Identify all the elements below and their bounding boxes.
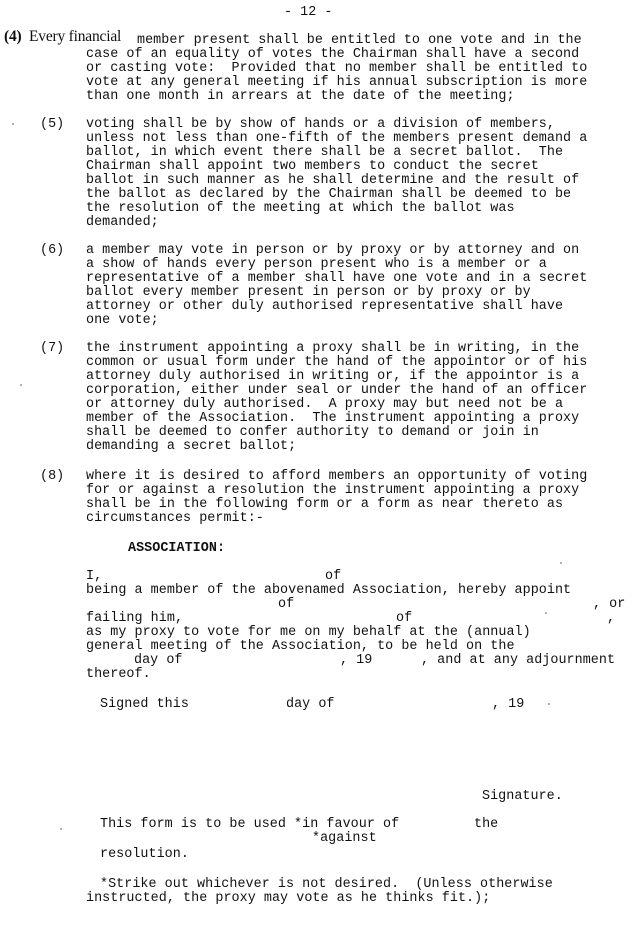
- form-thereof: thereof.: [86, 667, 151, 682]
- form-year-1: , 19: [340, 653, 373, 668]
- form-resolution: resolution.: [100, 847, 189, 862]
- clause-4-line: or casting vote: Provided that no member shall be entitled to: [86, 61, 588, 76]
- scan-speck: [545, 612, 547, 614]
- form-heading: ASSOCIATION:: [128, 541, 226, 556]
- form-or: , or: [593, 597, 626, 612]
- clause-4-line: than one month in arrears at the date of the meeting;: [86, 89, 515, 104]
- clause-8-line: circumstances permit:-: [86, 511, 264, 526]
- clause-5-line: ballot in such manner as he shall determine and the result of: [86, 173, 580, 188]
- clause-6-number: (6): [40, 243, 65, 258]
- form-the: the: [474, 817, 499, 832]
- clause-8-line: shall be in the following form or a form as near thereto as: [86, 497, 564, 512]
- clause-4-line: member present shall be entitled to one vote and in the: [137, 33, 582, 48]
- clause-6-line: a member may vote in person or by proxy or by attorney and on: [86, 243, 580, 258]
- form-of-3: of: [396, 611, 413, 626]
- clause-6-line: ballot every member present in person or by proxy or by: [86, 285, 531, 300]
- scan-speck: [20, 384, 22, 386]
- form-of-1: of: [325, 569, 342, 584]
- form-against: *against: [312, 831, 377, 846]
- form-footnote-line: instructed, the proxy may vote as he thinks fit.);: [86, 891, 491, 906]
- form-line-general: general meeting of the Association, to be held on the: [86, 639, 515, 654]
- clause-5-number: (5): [40, 117, 65, 132]
- form-day-of-2: day of: [286, 697, 335, 712]
- clause-5-line: ballot, in which event there shall be a secret ballot. The: [86, 145, 564, 160]
- form-footnote-line: *Strike out whichever is not desired. (Unless otherwise: [100, 877, 553, 892]
- scan-speck: [60, 828, 62, 830]
- clause-5-line: voting shall be by show of hands or a division of members,: [86, 117, 555, 132]
- clause-7-line: the instrument appointing a proxy shall be in writing, in the: [86, 341, 580, 356]
- scan-speck: [560, 562, 562, 564]
- clause-8-line: where it is desired to afford members an opportunity of voting: [86, 469, 588, 484]
- scan-speck: [12, 123, 14, 125]
- form-comma: ,: [607, 611, 616, 626]
- clause-7-number: (7): [40, 341, 65, 356]
- clause-7-line: corporation, either under seal or under the hand of an officer: [86, 383, 588, 398]
- clause-5-line: the ballot as declared by the Chairman shall be deemed to be: [86, 187, 572, 202]
- scan-speck: [548, 703, 550, 705]
- form-signed-this: Signed this: [100, 697, 189, 712]
- clause-7-line: shall be deemed to confer authority to demand or join in: [86, 425, 539, 440]
- clause-8-line: for or against a resolution the instrument appointing a proxy: [86, 483, 580, 498]
- clause-4-number: (4): [4, 28, 22, 45]
- form-failing-him: failing him,: [86, 611, 184, 626]
- form-signature: Signature.: [482, 789, 563, 804]
- clause-8-number: (8): [40, 469, 65, 484]
- form-i: I,: [86, 569, 103, 584]
- clause-7-line: or attorney duly authorised. A proxy may but need not be a: [86, 397, 564, 412]
- clause-7-line: common or usual form under the hand of the appointor or of his: [86, 355, 588, 370]
- clause-5-line: demanded;: [86, 215, 159, 230]
- clause-7-line: member of the Association. The instrument appointing a proxy: [86, 411, 580, 426]
- clause-7-line: attorney duly authorised in writing or, if the appointor is a: [86, 369, 580, 384]
- clause-6-line: attorney or other duly authorised representative shall have: [86, 299, 564, 314]
- clause-5-line: unless not less than one-fifth of the members present demand a: [86, 131, 588, 146]
- clause-6-line: a show of hands every person present who is a member or a: [86, 257, 547, 272]
- clause-6-line: one vote;: [86, 313, 159, 328]
- clause-4-line: vote at any general meeting if his annual subscription is more: [86, 75, 588, 90]
- clause-4-lead: Every financial: [29, 28, 122, 45]
- clause-5-line: Chairman shall appoint two members to conduct the secret: [86, 159, 539, 174]
- page-number: - 12 -: [284, 5, 333, 20]
- clause-4-line: case of an equality of votes the Chairman shall have a second: [86, 47, 580, 62]
- form-line-proxy: as my proxy to vote for me on my behalf at the (annual): [86, 625, 531, 640]
- form-day-of: day of: [134, 653, 183, 668]
- form-year-2: , 19: [492, 697, 525, 712]
- form-adjournment: , and at any adjournment: [421, 653, 616, 668]
- form-used-prefix: This form is to be used *in favour of: [100, 817, 400, 832]
- form-of-2: of: [278, 597, 295, 612]
- clause-5-line: the resolution of the meeting at which the ballot was: [86, 201, 515, 216]
- clause-7-line: demanding a secret ballot;: [86, 439, 297, 454]
- clause-6-line: representative of a member shall have one vote and in a secret: [86, 271, 588, 286]
- form-line-being: being a member of the abovenamed Association, hereby appoint: [86, 583, 572, 598]
